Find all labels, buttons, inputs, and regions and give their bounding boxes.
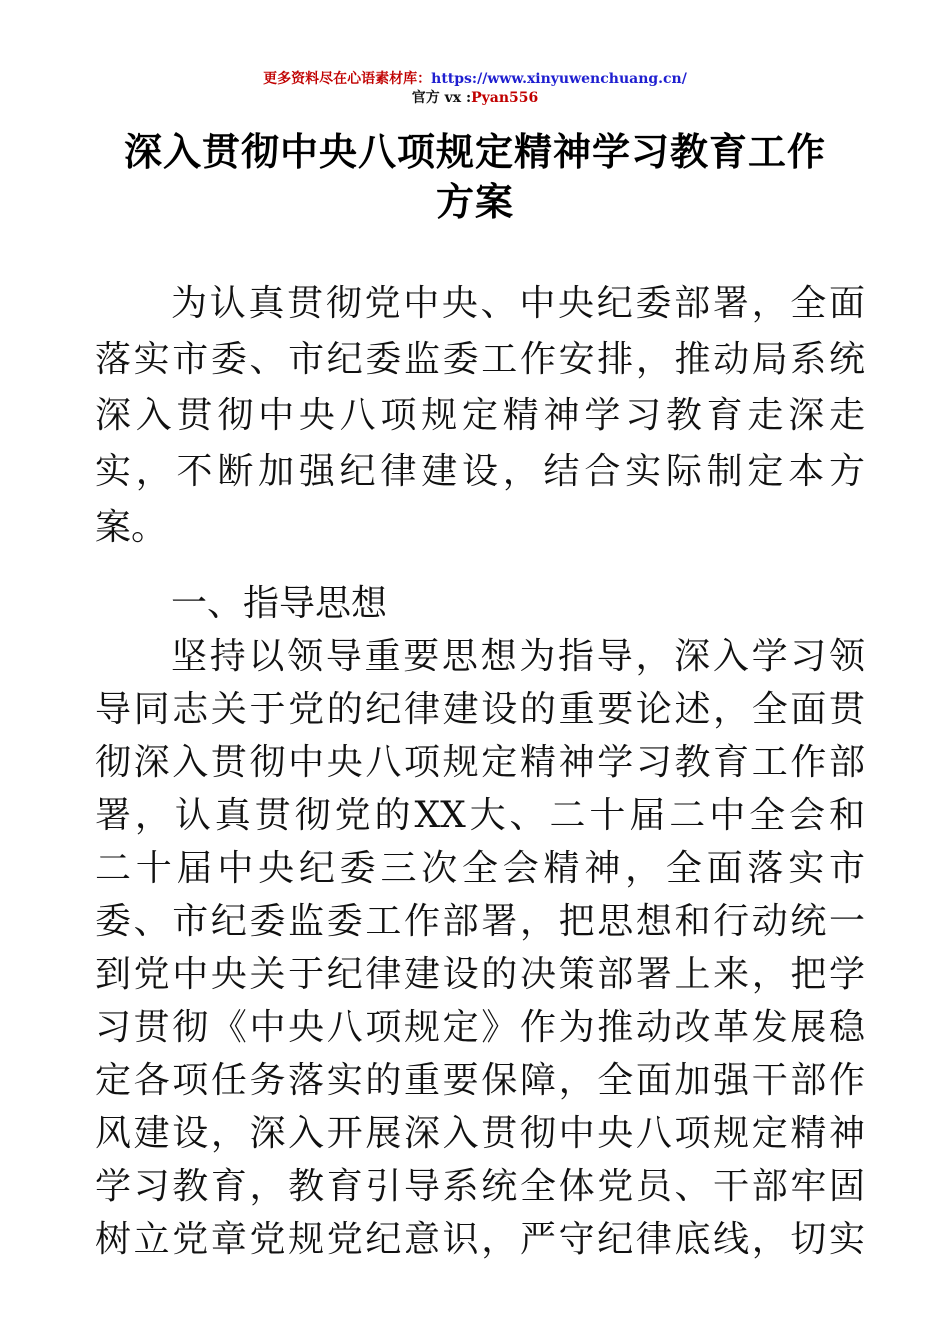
intro-line: 为认真贯彻党中央、中央纪委部署，全面 <box>171 283 865 324</box>
banner-label: 更多资料尽在心语素材库： <box>263 71 432 87</box>
section-line: 委、市纪委监委工作部署，把思想和行动统一 <box>95 901 865 942</box>
section-line: 风建设，深入开展深入贯彻中央八项规定精神 <box>95 1113 865 1154</box>
section-line: 学习教育，教育引导系统全体党员、干部牢固 <box>95 1166 865 1207</box>
contact-line <box>0 89 950 107</box>
section-line: 导同志关于党的纪律建设的重要论述，全面贯 <box>95 689 865 730</box>
banner-link[interactable]: https://www.xinyuwenchuang.cn/ <box>431 71 687 87</box>
section-heading: 一、指导思想 <box>171 583 388 624</box>
resource-banner <box>0 70 950 88</box>
section-line: 习贯彻《中央八项规定》作为推动改革发展稳 <box>95 1007 865 1048</box>
intro-line: 落实市委、市纪委监委工作安排，推动局系统 <box>95 339 865 380</box>
section-line: 到党中央关于纪律建设的决策部署上来，把学 <box>95 954 865 995</box>
intro-line: 深入贯彻中央八项规定精神学习教育走深走 <box>95 395 865 436</box>
section-line: 署，认真贯彻党的XX大、二十届二中全会和 <box>95 795 865 836</box>
intro-line: 实，不断加强纪律建设，结合实际制定本方 <box>95 451 865 492</box>
section-line: 二十届中央纪委三次全会精神，全面落实市 <box>95 848 865 889</box>
document-title-line-2: 方案 <box>435 179 514 224</box>
section-line: 定各项任务落实的重要保障，全面加强干部作 <box>95 1060 865 1101</box>
section-line: 树立党章党规党纪意识，严守纪律底线，切实 <box>95 1219 865 1260</box>
contact-label: 官方 vx : <box>411 90 472 106</box>
document-title-line-1: 深入贯彻中央八项规定精神学习教育工作 <box>123 129 826 174</box>
section-line: 彻深入贯彻中央八项规定精神学习教育工作部 <box>95 742 865 783</box>
contact-id: Pyan556 <box>471 90 539 106</box>
section-line: 坚持以领导重要思想为指导，深入学习领 <box>171 636 865 677</box>
intro-line: 案。 <box>95 507 168 548</box>
